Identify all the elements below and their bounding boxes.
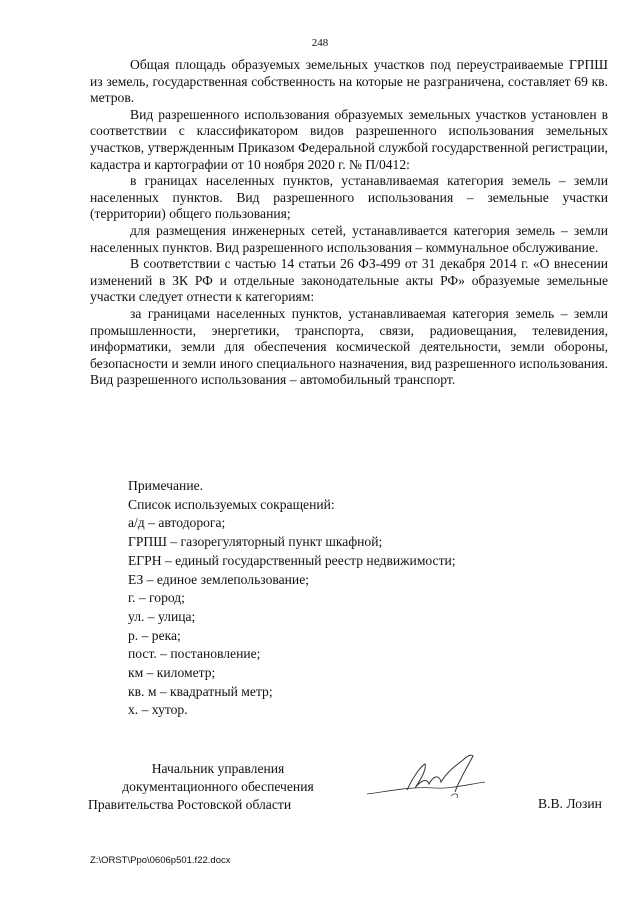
position-line: Правительства Ростовской области bbox=[88, 797, 292, 812]
abbreviation-item: кв. м – квадратный метр; bbox=[128, 683, 273, 699]
note-title: Примечание. bbox=[128, 478, 204, 493]
signer-name: В.В. Лозин bbox=[538, 796, 602, 811]
abbreviation-item: ЕГРН – единый государственный реестр недвижимости; bbox=[128, 552, 456, 568]
abbreviation-item: км – километр; bbox=[128, 665, 216, 681]
paragraph: Общая площадь образуемых земельных участков под переустраиваемые ГРПШ из земель, государственная собственность на которые не разграничена, составляет 69 кв. метров. bbox=[90, 57, 608, 106]
abbreviation-item: ЕЗ – единое землепользование; bbox=[128, 571, 310, 587]
note-section bbox=[128, 477, 608, 720]
handwritten-signature bbox=[355, 752, 495, 812]
paragraph: за границами населенных пунктов, устанавливаемая категория земель – земли промышленности, энергетики, транспорта, связи, радиовещания, телевидения, информатики, земли для обеспечения космической деятельности, земли обороны, безопасности и земли иного специального назначения, вид разрешенного использования. Вид разрешенного использования – автомобильный транспорт. bbox=[90, 305, 608, 388]
abbreviation-item: х. – хутор. bbox=[128, 702, 188, 718]
abbreviation-item: а/д – автодорога; bbox=[128, 515, 226, 531]
abbreviation-item: ГРПШ – газорегуляторный пункт шкафной; bbox=[128, 534, 383, 550]
abbreviation-item: р. – река; bbox=[128, 627, 181, 643]
abbreviation-item: пост. – постановление; bbox=[128, 646, 261, 662]
paragraph: В соответствии с частью 14 статьи 26 ФЗ-499 от 31 декабря 2014 г. «О внесении изменений в ЗК РФ и отдельные законодательные акты РФ» образуемые земельные участки следует отнести к категориям: bbox=[90, 256, 608, 305]
abbreviations-heading: Список используемых сокращений: bbox=[128, 496, 335, 512]
paragraph: Вид разрешенного использования образуемых земельных участков установлен в соответствии с классификатором видов разрешенного использования земельных участков, утвержденным Приказом Федеральной службой государственной регистрации, кадастра и картографии от 10 ноября 2020 г. № П/0412: bbox=[90, 106, 608, 172]
file-path: Z:\ORST\Ppo\0606p501.f22.docx bbox=[90, 855, 231, 866]
abbreviation-item: г. – город; bbox=[128, 590, 185, 606]
position-line: документационного обеспечения bbox=[122, 779, 314, 794]
signer-position bbox=[88, 760, 348, 814]
page-number: 248 bbox=[311, 37, 329, 49]
paragraph: для размещения инженерных сетей, устанавливается категория земель – земли населенных пунктов. Вид разрешенного использования – коммунальное обслуживание. bbox=[90, 222, 608, 255]
position-line: Начальник управления bbox=[151, 761, 285, 776]
paragraph: в границах населенных пунктов, устанавливаемая категория земель – земли населенных пунктов. Вид разрешенного использования – земельные участки (территории) общего пользования; bbox=[90, 173, 608, 222]
abbreviation-item: ул. – улица; bbox=[128, 608, 196, 624]
document-body bbox=[90, 57, 608, 389]
